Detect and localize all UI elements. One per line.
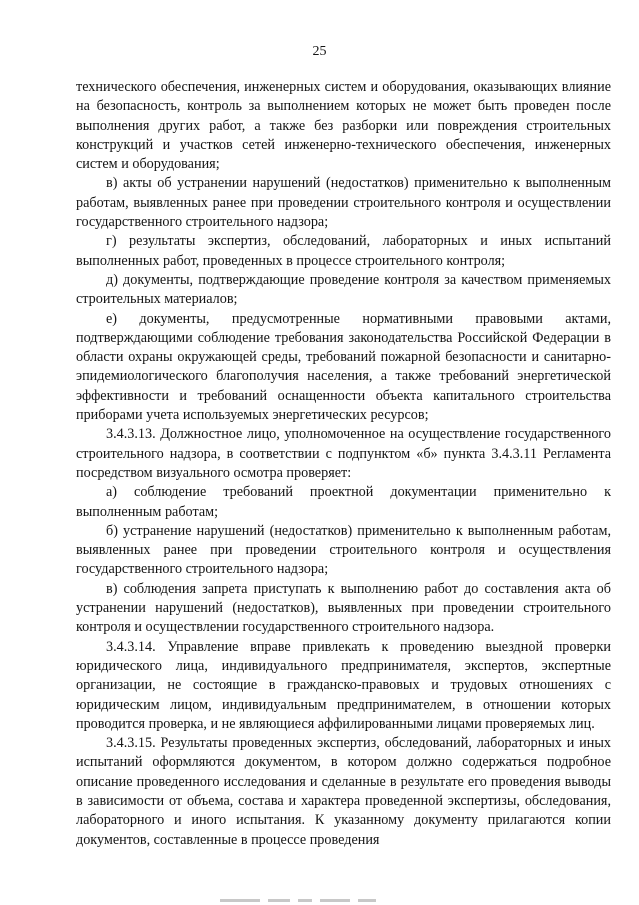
paragraph-item-g: г) результаты экспертиз, обследований, лабораторных и иных испытаний выполненных работ, проведенных в процессе строительного контроля;: [76, 233, 611, 269]
paragraph-3-4-3-14: 3.4.3.14. Управление вправе привлекать к проведению выездной проверки юридического лица, индивидуального предпринимателя, экспертов, экспертные организации, не состоящие в гражданско-правовых и трудовых отношениях с юридическим лицом, индивидуальным предпринимателем, в отношении которых проводится проверка, и не являющиеся аффилированными лицами проверяемых лиц.: [76, 638, 611, 732]
paragraph-continuation: технического обеспечения, инженерных систем и оборудования, оказывающих влияние на безопасность, контроль за выполнением которых не может быть проведен после выполнения других работ, а также без разборки или повреждения строительных конструкций и участков сетей инженерно-технического обеспечения, инженерных систем и оборудования;: [76, 79, 611, 173]
paragraph-item-d: д) документы, подтверждающие проведение контроля за качеством применяемых строительных материалов;: [76, 271, 611, 308]
paragraph-item-v2: в) соблюдения запрета приступать к выполнению работ до составления акта об устранении нарушений (недостатков), выявленных при проведении строительного контроля и осуществлении государственного строительного надзора.: [76, 580, 611, 636]
scan-artifact: [268, 899, 290, 902]
scan-artifact: [298, 899, 312, 902]
paragraph-item-v: в) акты об устранении нарушений (недостатков) применительно к выполненным работам, выявленных ранее при проведении строительного контроля и осуществлении государственного строительного надзора;: [76, 175, 611, 231]
paragraph-item-a: а) соблюдение требований проектной документации применительно к выполненным работам;: [76, 484, 611, 520]
scan-artifact: [220, 899, 260, 902]
paragraph-3-4-3-15: 3.4.3.15. Результаты проведенных экспертиз, обследований, лабораторных и иных испытаний оформляются документом, в котором должно содержаться подробное описание проведенного исследования и сделанные в результате его проведения выводы в зависимости от объема, состава и характера проведенной экспертизы, обследования, лабораторного и иного испытания. К указанному документу прилагаются копии документов, составленные в процессе проведения: [76, 735, 611, 848]
document-body: [76, 78, 611, 850]
scan-artifact: [358, 899, 376, 902]
scan-artifact: [320, 899, 350, 902]
paragraph-item-e: е) документы, предусмотренные нормативными правовыми актами, подтверждающими соблюдение требования законодательства Российской Федерации в области охраны окружающей среды, требований пожарной безопасности и санитарно-эпидемиологического благополучия населения, а также требований энергетической эффективности и требований оснащенности объекта капитального строительства приборами учета используемых энергетических ресурсов;: [76, 310, 611, 424]
page-number: 25: [312, 44, 327, 59]
paragraph-3-4-3-13: 3.4.3.13. Должностное лицо, уполномоченное на осуществление государственного строительного надзора, в соответствии с подпунктом «б» пункта 3.4.3.11 Регламента посредством визуального осмотра проверяет:: [76, 426, 611, 481]
paragraph-item-b: б) устранение нарушений (недостатков) применительно к выполненным работам, выявленных ранее при проведении строительного контроля и осуществления государственного строительного надзора;: [76, 522, 611, 578]
